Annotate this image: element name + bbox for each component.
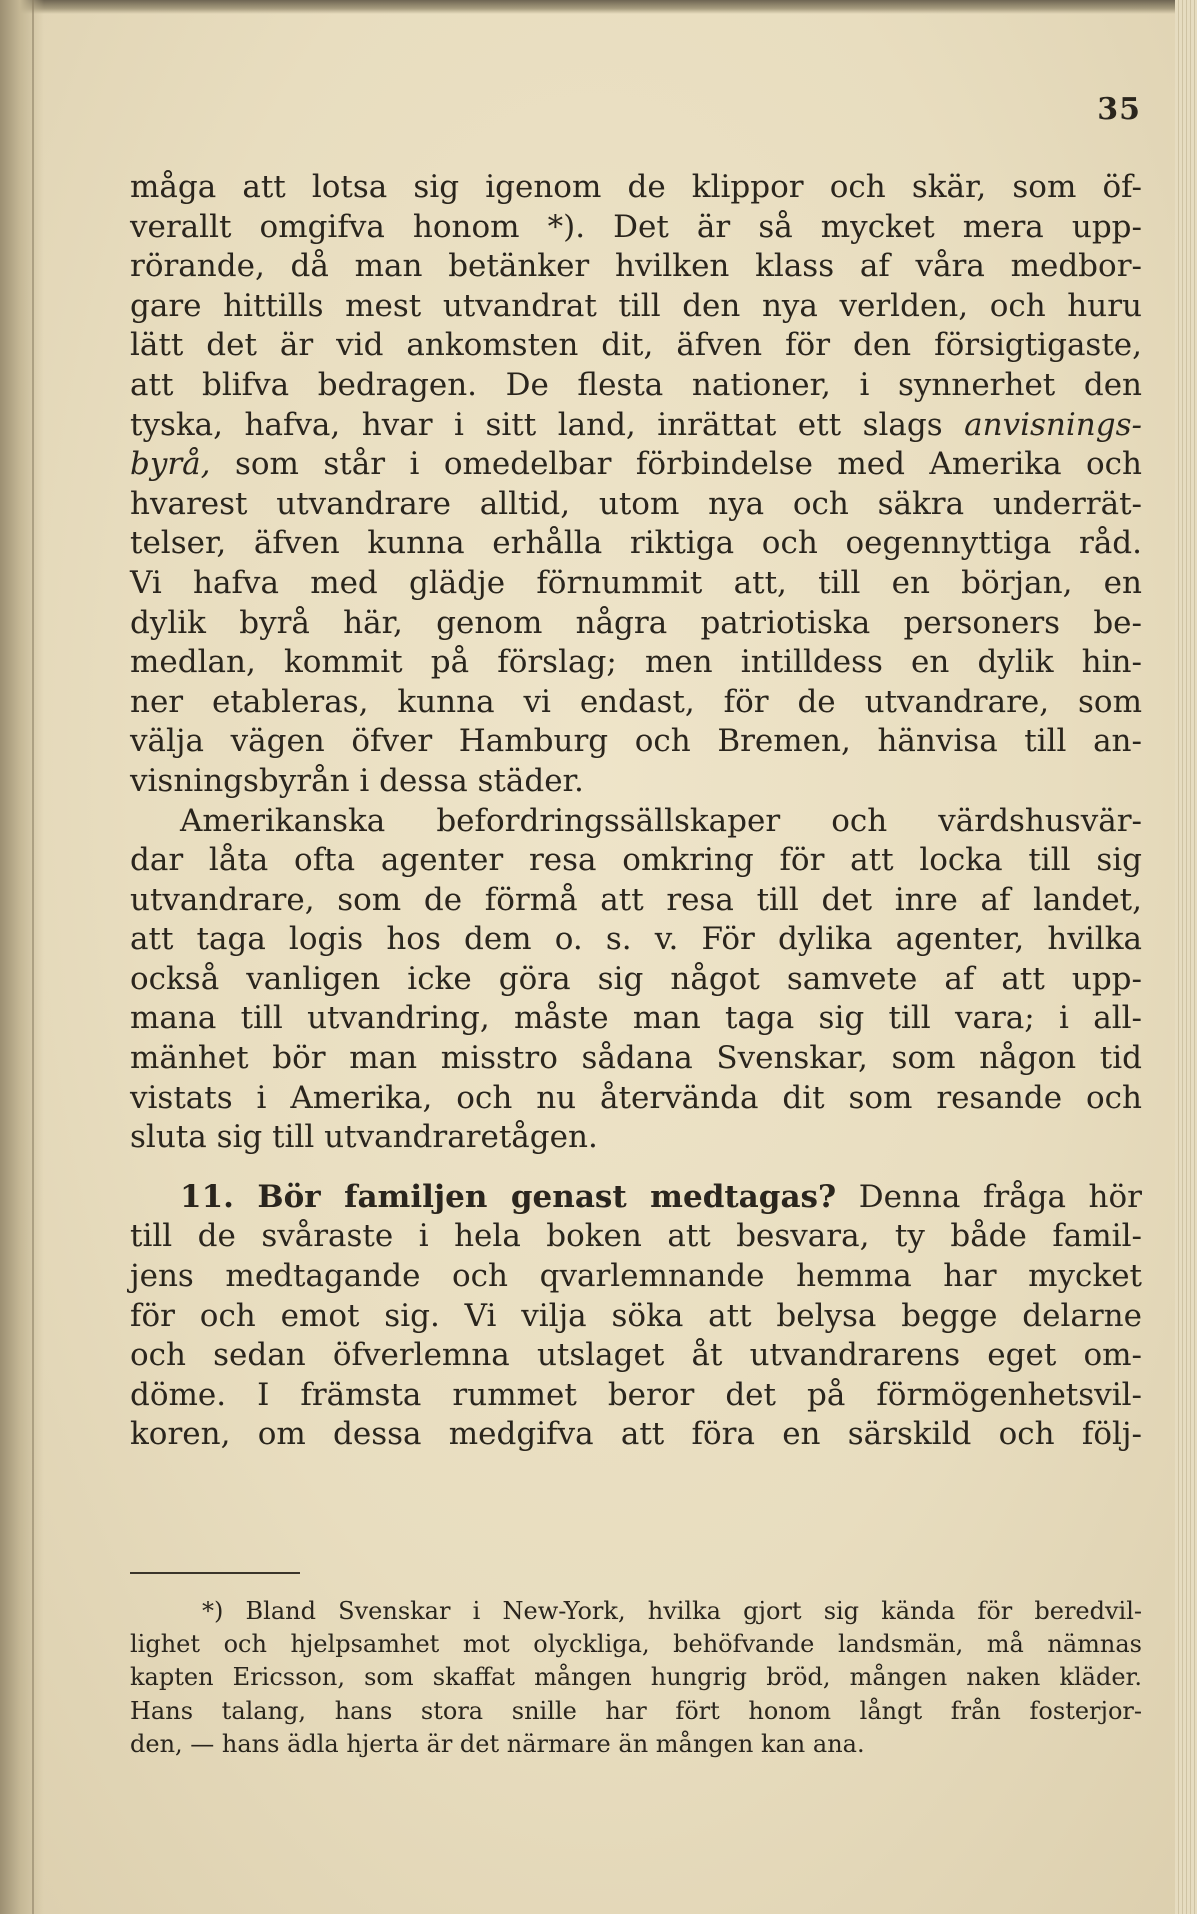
italic-term: byrå, [130, 446, 211, 483]
text-segment: tyska, hafva, hvar i sitt land, inrättat ett slags [130, 406, 965, 443]
text-line: mana till utvandring, måste man taga sig till vara; i all- [130, 1000, 1142, 1037]
text-line: hvarest utvandrare alltid, utom nya och säkra underrät- [130, 485, 1142, 522]
section-heading: 11. Bör familjen genast medtagas? [180, 1178, 837, 1215]
text-line: telser, äfven kunna erhålla riktiga och oegennyttiga råd. [130, 525, 1142, 562]
footnote-line: den, — hans ädla hjerta är det närmare än mången kan ana. [130, 1729, 865, 1758]
text-line: utvandrare, som de förmå att resa till det inre af landet, [130, 881, 1142, 918]
text-line: Vi hafva med glädje förnummit att, till en början, en [130, 564, 1142, 601]
text-line: till de svåraste i hela boken att besvara, ty både famil- [130, 1218, 1142, 1255]
text-segment: Denna fråga hör [836, 1178, 1142, 1215]
binding-gutter [0, 0, 44, 1914]
paragraph-gap [130, 1158, 1142, 1178]
text-line: Amerikanska befordringssällskaper och värdshusvär- [180, 802, 1142, 839]
text-line: sluta sig till utvandraretågen. [130, 1119, 598, 1156]
footnote-line: lighet och hjelpsamhet mot olyckliga, behöfvande landsmän, må nämnas [130, 1630, 1142, 1659]
text-line: gare hittills mest utvandrat till den nya verlden, och huru [130, 287, 1142, 324]
text-line: ner etableras, kunna vi endast, för de utvandrare, som [130, 683, 1142, 720]
text-line: rörande, då man betänker hvilken klass af våra medbor- [130, 248, 1142, 285]
footnote-rule [130, 1572, 300, 1574]
gutter-line [32, 0, 34, 1914]
text-line: för och emot sig. Vi vilja söka att belysa begge delarne [130, 1297, 1142, 1334]
main-text [130, 168, 1142, 1455]
text-line: koren, om dessa medgifva att föra en särskild och följ- [130, 1416, 1142, 1453]
text-line [130, 445, 1142, 485]
footnote-line: Hans talang, hans stora snille har fört honom långt från fosterjor- [130, 1696, 1142, 1725]
text-line: dylik byrå här, genom några patriotiska personers be- [130, 604, 1142, 641]
text-line: lätt det är vid ankomsten dit, äfven för den försigtigaste, [130, 327, 1142, 364]
page-number: 35 [1097, 92, 1141, 127]
text-line: visningsbyrån i dessa städer. [130, 762, 584, 799]
text-line [130, 1178, 1142, 1218]
text-line: att blifva bedragen. De flesta nationer, i synnerhet den [130, 366, 1142, 403]
page-edges [1175, 0, 1197, 1914]
text-line: döme. I främsta rummet beror det på förmögenhetsvil- [130, 1376, 1142, 1413]
text-line: jens medtagande och qvarlemnande hemma har mycket [130, 1258, 1142, 1295]
footnote-line: kapten Ericsson, som skaffat mången hungrig bröd, mången naken kläder. [130, 1663, 1142, 1692]
text-line: vistats i Amerika, och nu återvända dit som resande och [130, 1079, 1142, 1116]
text-line: mänhet bör man misstro sådana Svenskar, som någon tid [130, 1040, 1142, 1077]
text-line: välja vägen öfver Hamburg och Bremen, hänvisa till an- [130, 723, 1142, 760]
text-line: dar låta ofta agenter resa omkring för att locka till sig [130, 842, 1142, 879]
text-line: och sedan öfverlemna utslaget åt utvandrarens eget om- [130, 1337, 1142, 1374]
text-line: också vanligen icke göra sig något samvete af att upp- [130, 960, 1142, 997]
page-top-shadow [0, 0, 1197, 14]
italic-term: anvisnings- [964, 406, 1142, 443]
text-line: måga att lotsa sig igenom de klippor och skär, som öf- [130, 169, 1142, 205]
text-line: att taga logis hos dem o. s. v. För dylika agenter, hvilka [130, 921, 1142, 958]
footnote-line: *) Bland Svenskar i New-York, hvilka gjort sig kända för beredvil- [202, 1597, 1142, 1625]
footnote [130, 1595, 1142, 1761]
text-line: medlan, kommit på förslag; men intilldess en dylik hin- [130, 644, 1142, 681]
text-line: verallt omgifva honom *). Det är så mycket mera upp- [130, 208, 1142, 245]
text-line [130, 406, 1142, 446]
text-segment: som står i omedelbar förbindelse med Amerika och [210, 446, 1142, 483]
